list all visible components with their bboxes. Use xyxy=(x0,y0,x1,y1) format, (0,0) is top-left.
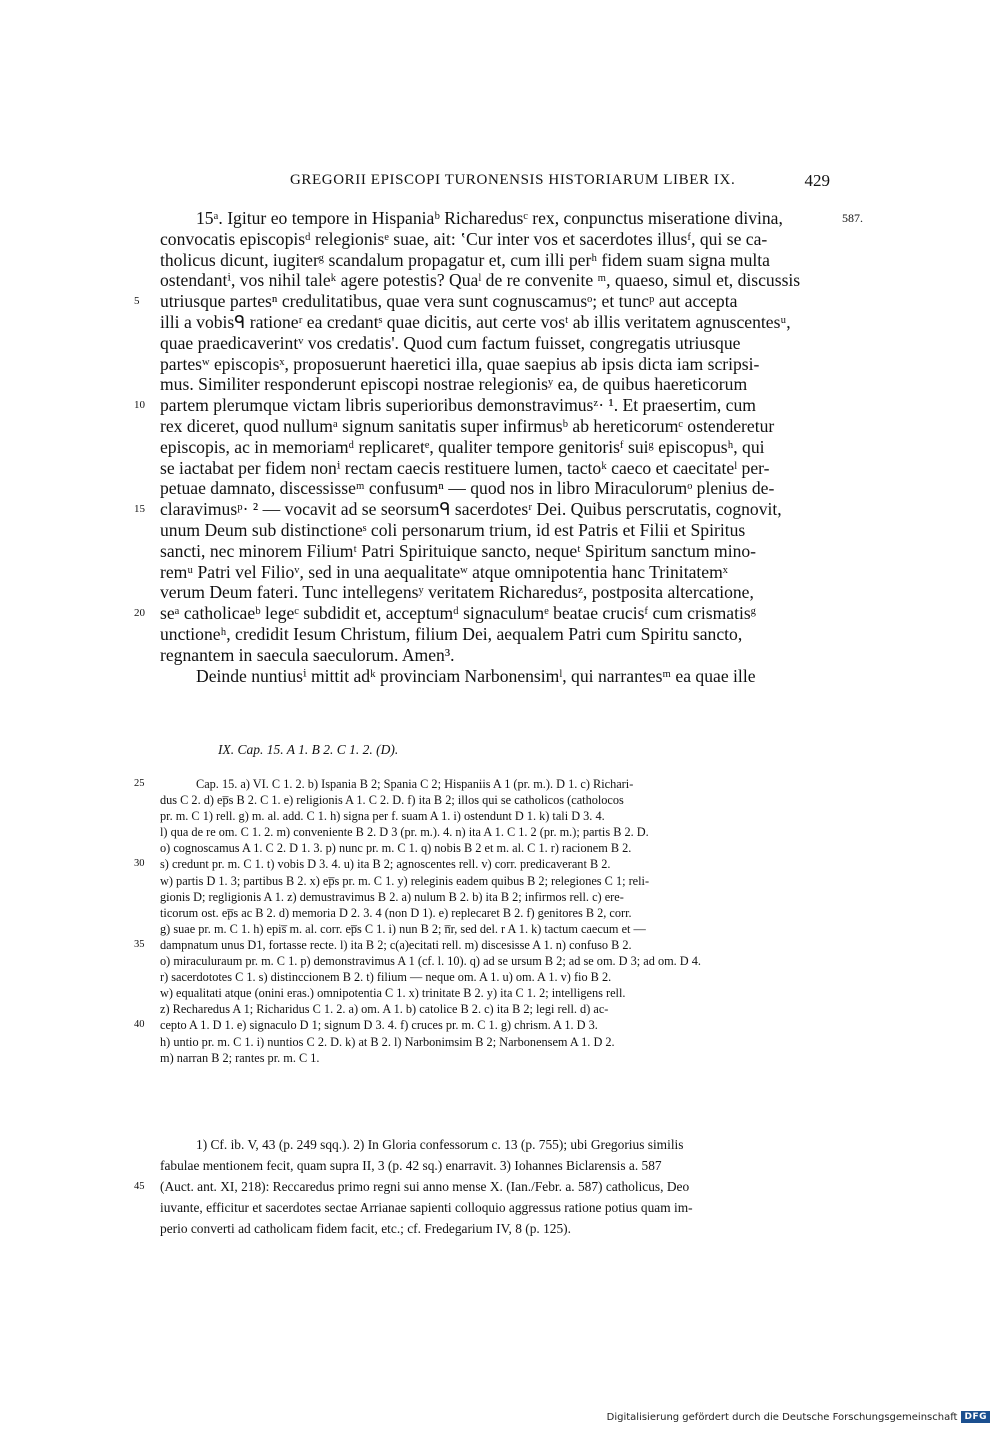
apparatus-line xyxy=(134,937,830,953)
sigla-line: IX. Cap. 15. A 1. B 2. C 1. 2. (D). xyxy=(218,742,399,757)
apparatus-line-text: dampnatum unus D1, fortasse recte. l) ita B 2; c(a)ecitati rell. m) discesisse A 1. n) confuso B 2. xyxy=(160,937,632,952)
apparatus-line xyxy=(160,840,830,856)
text-line xyxy=(160,458,830,479)
main-text xyxy=(134,208,863,686)
text-line-text: utriusque partesⁿ credulitatibus, quae vera sunt cognuscamusᵒ; et tuncᵖ aut accepta xyxy=(160,291,738,312)
footnote-line-text: (Auct. ant. XI, 218): Reccaredus primo regni sui anno mense X. (Ian./Febr. a. 587) catholicus, Deo xyxy=(160,1179,690,1194)
footnote-line xyxy=(160,1134,830,1155)
text-line xyxy=(160,520,830,541)
apparatus-line-text: Cap. 15. a) VI. C 1. 2. b) Ispania B 2; Spania C 2; Hispaniis A 1 (pr. m.). D 1. c) Richari- xyxy=(196,777,634,791)
text-line-text: sancti, nec minorem Filiumᵗ Patri Spirituique sancto, nequeᵗ Spiritum sanctum mino- xyxy=(160,540,757,561)
apparatus-line-text: ticorum ost. ep̅s ac B 2. d) memoria D 2. 3. 4 (non D 1). e) replecaret B 2. f) genitores B 2, corr. xyxy=(160,905,632,920)
text-line xyxy=(160,270,830,291)
text-line-text: episcopis, ac in memoriamᵈ replicaretᵉ, qualiter tempore genitorisᶠ suiᵍ episcopusʰ, qui xyxy=(160,436,765,457)
text-line-text: claravimusᵖ· ² — vocavit ad se seorsumᑫ sacerdotesʳ Dei. Quibus perscrutatis, cognovit, xyxy=(160,499,782,520)
apparatus-line xyxy=(160,873,830,889)
apparatus-line-text: dus C 2. d) ep̅s B 2. C 1. e) religionis A 1. C 2. D. f) ita B 2; illos qui se catholicos (catholocos xyxy=(160,793,624,808)
text-line xyxy=(160,208,863,229)
apparatus-line xyxy=(160,1034,830,1050)
line-number: 40 xyxy=(134,1019,145,1031)
apparatus-line xyxy=(160,1050,830,1066)
year-margin-note: 587. xyxy=(842,211,863,225)
dfg-credit-text: Digitalisierung gefördert durch die Deutsche Forschungsgemeinschaft xyxy=(606,1411,958,1423)
text-line-text: unctioneʰ, credidit Iesum Christum, filium Dei, aequalem Patri cum Spiritu sancto, xyxy=(160,623,743,644)
text-line xyxy=(160,666,830,687)
footnote-line xyxy=(160,1155,830,1176)
text-line-text: regnantem in saecula saeculorum. Amen³. xyxy=(160,644,455,665)
text-line xyxy=(160,624,830,645)
text-line-text: quae praedicaverintᵛ vos credatis'. Quod cum factum fuisset, congregatis utriusque xyxy=(160,332,741,353)
line-number: 25 xyxy=(134,778,145,789)
text-line-text: mus. Similiter responderunt episcopi nostrae relegionisʸ ea, de quibus haereticorum xyxy=(160,374,748,395)
apparatus-line xyxy=(160,985,830,1001)
footnote-line-text: 1) Cf. ib. V, 43 (p. 249 sqq.). 2) In Gloria confessorum c. 13 (p. 755); ubi Gregorius similis xyxy=(196,1137,684,1152)
apparatus-line-text: z) Recharedus A 1; Richaridus C 1. 2. a) om. A 1. b) catolice B 2. c) ita B 2; legi rell. d) ac- xyxy=(160,1002,609,1017)
apparatus-line xyxy=(160,921,830,937)
apparatus-line-text: g) suae pr. m. C 1. h) epis̅ m. al. corr. ep̅s C 1. i) nun B 2; n̅r, sed del. r A 1. k) tactum caecum et — xyxy=(160,921,646,936)
critical-apparatus xyxy=(134,776,830,1066)
text-line xyxy=(160,312,830,333)
line-number: 35 xyxy=(134,938,145,950)
footnote-line-text: perio converti ad catholicam fidem facit, etc.; cf. Fredegarium IV, 8 (p. 125). xyxy=(160,1221,571,1236)
apparatus-line xyxy=(134,776,830,792)
text-line xyxy=(160,582,830,603)
text-line xyxy=(160,645,830,666)
text-line-text: convocatis episcopisᵈ relegionisᵉ suae, ait: ʽCur inter vos et sacerdotes illusᶠ, qui se ca- xyxy=(160,228,768,249)
apparatus-line-text: pr. m. C 1) rell. g) m. al. add. C 1. h) signa per f. suam A 1. i) ostendunt D 1. k) tali D 3. 4. xyxy=(160,809,605,824)
text-line xyxy=(160,416,830,437)
text-line xyxy=(160,437,830,458)
apparatus-line-text: cepto A 1. D 1. e) signaculo D 1; signum D 3. 4. f) cruces pr. m. C 1. g) chrism. A 1. D 3. xyxy=(160,1018,598,1033)
text-line-text: partem plerumque victam libris superioribus demonstravimusᶻ· ¹. Et praesertim, cum xyxy=(160,395,756,416)
text-line xyxy=(160,562,830,583)
line-number: 5 xyxy=(134,295,140,308)
text-line xyxy=(160,354,830,375)
line-number: 10 xyxy=(134,399,145,412)
text-line xyxy=(160,250,830,271)
text-line xyxy=(160,374,830,395)
apparatus-line-text: o) cognoscamus A 1. C 2. D 1. 3. p) nunc pr. m. C 1. q) nobis B 2 et m. al. C 1. r) racionem B 2. xyxy=(160,841,632,856)
apparatus-line xyxy=(160,1001,830,1017)
text-line xyxy=(134,291,830,312)
apparatus-line xyxy=(160,953,830,969)
footnotes xyxy=(134,1134,830,1239)
text-line xyxy=(134,499,830,520)
dfg-credit xyxy=(607,1411,990,1423)
text-line xyxy=(134,395,830,416)
apparatus-line xyxy=(134,856,830,872)
apparatus-line xyxy=(160,808,830,824)
apparatus-line-text: h) untio pr. m. C 1. i) nuntios C 2. D. k) at B 2. l) Narbonimsim B 2; Narbonensem A 1. D 2. xyxy=(160,1034,615,1049)
text-line-text: tholicus dicunt, iugiterᵍ scandalum propagatur et, cum illi perʰ fidem suam signa multa xyxy=(160,249,770,270)
line-number: 20 xyxy=(134,607,145,620)
text-line-text: partesʷ episcopisˣ, proposuerunt haeretici illa, quae saepius ab ipsis dicta iam scripsi- xyxy=(160,353,760,374)
text-line-text: 15ᵃ. Igitur eo tempore in Hispaniaᵇ Richaredusᶜ rex, conpunctus miseratione divina, xyxy=(196,208,783,228)
apparatus-line-text: m) narran B 2; rantes pr. m. C 1. xyxy=(160,1050,320,1065)
text-line-text: unum Deum sub distinctioneˢ coli personarum trium, id est Patris et Filii et Spiritus xyxy=(160,519,746,540)
text-line-text: illi a vobisᑫ rationeʳ ea credantˢ quae dicitis, aut certe vosᵗ ab illis veritatem agnuscentesᵘ, xyxy=(160,311,791,332)
running-title: GREGORII EPISCOPI TURONENSIS HISTORIARUM LIBER IX. xyxy=(290,172,736,188)
apparatus-line-text: gionis D; regligionis A 1. z) demustravimus B 2. a) nulum B 2. b) ita B 2; infirmos rell. c) ere- xyxy=(160,889,624,904)
text-line-text: seᵃ catholicaeᵇ legeᶜ subdidit et, acceptumᵈ signaculumᵉ beatae crucisᶠ cum crismatisᵍ xyxy=(160,603,756,624)
apparatus-line-text: l) qua de re om. C 1. 2. m) conveniente B 2. D 3 (pr. m.). 4. n) ita A 1. C 1. 2 (pr. m.); partis B 2. D. xyxy=(160,825,649,840)
text-line-text: rex diceret, quod nullumᵃ signum sanitatis super infirmusᵇ ab hereticorumᶜ ostenderetur xyxy=(160,415,775,436)
text-line-text: remᵘ Patri vel Filioᵛ, sed in una aequalitateʷ atque omnipotentia hanc Trinitatemˣ xyxy=(160,561,728,582)
apparatus-line xyxy=(160,905,830,921)
text-line-text: petuae damnato, discessisseᵐ confusumⁿ — quod nos in libro Miraculorumᵒ plenius de- xyxy=(160,478,775,499)
text-line-text: se iactabat per fidem nonⁱ rectam caecis restituere lumen, tactoᵏ caeco et caecitateˡ per- xyxy=(160,457,770,478)
text-line xyxy=(160,229,830,250)
text-line xyxy=(160,478,830,499)
text-line xyxy=(160,541,830,562)
line-number: 30 xyxy=(134,858,145,870)
line-number: 15 xyxy=(134,503,145,516)
text-line xyxy=(134,603,830,624)
footnote-line xyxy=(160,1218,830,1239)
apparatus-line xyxy=(134,1017,830,1033)
apparatus-line xyxy=(160,969,830,985)
apparatus-line xyxy=(160,792,830,808)
apparatus-line-text: w) partis D 1. 3; partibus B 2. x) ep̅s pr. m. C 1. y) releginis eadem quibus B 2; relegiones C 1; reli- xyxy=(160,873,650,888)
running-header xyxy=(160,172,830,194)
text-line xyxy=(160,333,830,354)
apparatus-line xyxy=(160,889,830,905)
text-line-text: ostendantⁱ, vos nihil taleᵏ agere potestis? Quaˡ de re convenite ᵐ, quaeso, simul et, discussis xyxy=(160,270,801,291)
dfg-logo: DFG xyxy=(961,1411,990,1423)
footnote-line-text: fabulae mentionem fecit, quam supra II, 3 (p. 42 sq.) enarravit. 3) Iohannes Biclarensis a. 587 xyxy=(160,1158,662,1173)
footnote-line xyxy=(160,1197,830,1218)
apparatus-line-text: r) sacerdototes C 1. s) distinccionem B 2. t) filium — neque om. A 1. u) om. A 1. v) fio B 2. xyxy=(160,970,612,985)
footnote-line xyxy=(134,1176,830,1197)
apparatus-line-text: s) credunt pr. m. C 1. t) vobis D 3. 4. u) ita B 2; agnoscentes rell. v) corr. predicaverant B 2. xyxy=(160,857,611,872)
text-line-text: verum Deum fateri. Tunc intellegensʸ veritatem Richaredusᶻ, postposita altercatione, xyxy=(160,582,754,603)
footnote-line-text: iuvante, efficitur et sacerdotes sectae Arrianae sapienti colloquio aggressus ratione potius quam im- xyxy=(160,1200,693,1215)
apparatus-line-text: o) miraculuraum pr. m. C 1. p) demonstravimus A 1 (cf. l. 10). q) ad se ursum B 2; ad se om. D 3; ad om. D 4. xyxy=(160,954,701,969)
apparatus-line xyxy=(160,824,830,840)
apparatus-line-text: w) equalitati atque (onini eras.) omnipotentia C 1. x) trinitate B 2. y) ita C 1. 2; intelligens rell. xyxy=(160,986,626,1001)
line-number: 45 xyxy=(134,1181,145,1192)
page-number: 429 xyxy=(804,171,830,190)
text-line-text: Deinde nuntiusⁱ mittit adᵏ provinciam Narbonensimˡ, qui narrantesᵐ ea quae ille xyxy=(196,665,756,686)
